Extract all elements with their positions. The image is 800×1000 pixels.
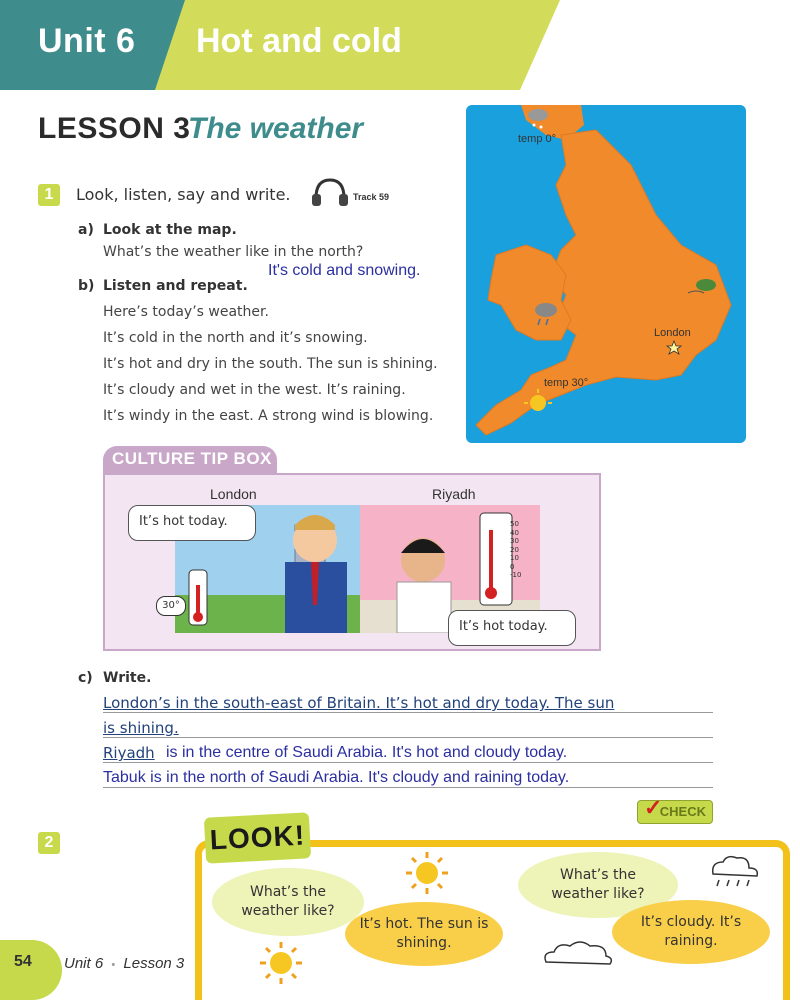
- map-city-london: London: [654, 327, 691, 339]
- footer-reference: Unit 6 • Lesson 3: [64, 955, 185, 972]
- city-label-london: London: [210, 486, 257, 502]
- sun-icon: [404, 850, 450, 896]
- write-line: [103, 737, 713, 738]
- part-c-label: c): [78, 670, 93, 686]
- speech-bubble-riyadh: It’s hot today.: [448, 610, 576, 646]
- part-a-title: Look at the map.: [103, 222, 237, 238]
- lesson-number: LESSON 3: [38, 112, 191, 145]
- part-b-line: It’s cloudy and wet in the west. It’s raining.: [103, 382, 406, 398]
- answer-riyadh[interactable]: is in the centre of Saudi Arabia. It's hot and cloudy today.: [166, 744, 568, 761]
- exercise-2-badge: 2: [38, 832, 60, 854]
- write-line: [103, 787, 713, 788]
- check-mark-icon: ✓: [644, 795, 663, 820]
- riyadh-prefix: Riyadh: [103, 744, 155, 762]
- part-b-line: It’s windy in the east. A strong wind is blowing.: [103, 408, 434, 424]
- rain-cloud-icon: [703, 852, 763, 894]
- thermometer-scale: 50 40 30 20 10 0 -10: [510, 520, 522, 579]
- part-b-line: It’s hot and dry in the south. The sun is shining.: [103, 356, 438, 372]
- example-sentence-line1: London’s in the south-east of Britain. It’s hot and dry today. The sun: [103, 694, 615, 712]
- track-number: Track 59: [353, 192, 390, 202]
- weather-map: [466, 105, 746, 443]
- look-title: LOOK!: [204, 812, 311, 863]
- check-button-label: CHECK: [659, 804, 706, 819]
- headphones-icon[interactable]: [310, 176, 350, 208]
- unit-label: Unit 6: [38, 22, 136, 60]
- look-bubble-answer: It’s hot. The sun is shining.: [345, 902, 503, 966]
- page-number: 54: [14, 953, 32, 970]
- part-b-line: It’s cold in the north and it’s snowing.: [103, 330, 368, 346]
- culture-tip-title: CULTURE TIP BOX: [112, 449, 272, 468]
- part-c-title: Write.: [103, 670, 152, 686]
- part-b-title: Listen and repeat.: [103, 278, 248, 294]
- boy-illustration: [397, 538, 451, 633]
- check-button[interactable]: [637, 795, 713, 824]
- thermometer-left-icon: [189, 570, 207, 625]
- example-sentence-line2: is shining.: [103, 719, 179, 737]
- map-north-temp: temp 0°: [518, 133, 557, 145]
- unit-title: Hot and cold: [196, 22, 402, 60]
- look-bubble-answer: It’s cloudy. It’s raining.: [612, 900, 770, 964]
- part-a-answer: It's cold and snowing.: [268, 262, 421, 279]
- sun-icon: [258, 940, 304, 986]
- write-line: [103, 762, 713, 763]
- lesson-title: The weather: [188, 112, 364, 145]
- speech-bubble-london: It’s hot today.: [128, 505, 256, 541]
- exercise-1-instruction: Look, listen, say and write.: [76, 185, 291, 204]
- exercise-1-badge: 1: [38, 184, 60, 206]
- look-bubble-question: What’s the weather like?: [212, 868, 364, 936]
- answer-tabuk[interactable]: Tabuk is in the north of Saudi Arabia. It's cloudy and raining today.: [103, 769, 570, 786]
- part-b-line: Here’s today’s weather.: [103, 304, 269, 320]
- map-south-temp: temp 30°: [544, 377, 589, 389]
- part-a-label: a): [78, 222, 94, 238]
- city-label-riyadh: Riyadh: [432, 486, 476, 502]
- look-bubble-question: What’s the weather like?: [518, 852, 678, 918]
- part-a-question: What’s the weather like in the north?: [103, 244, 364, 260]
- cloud-icon: [540, 936, 616, 970]
- britain-map-illustration: [466, 105, 746, 443]
- part-b-label: b): [78, 278, 95, 294]
- write-line: [103, 712, 713, 713]
- thermometer-reading: 30°: [156, 596, 186, 616]
- thermometer-right-icon: [480, 513, 512, 605]
